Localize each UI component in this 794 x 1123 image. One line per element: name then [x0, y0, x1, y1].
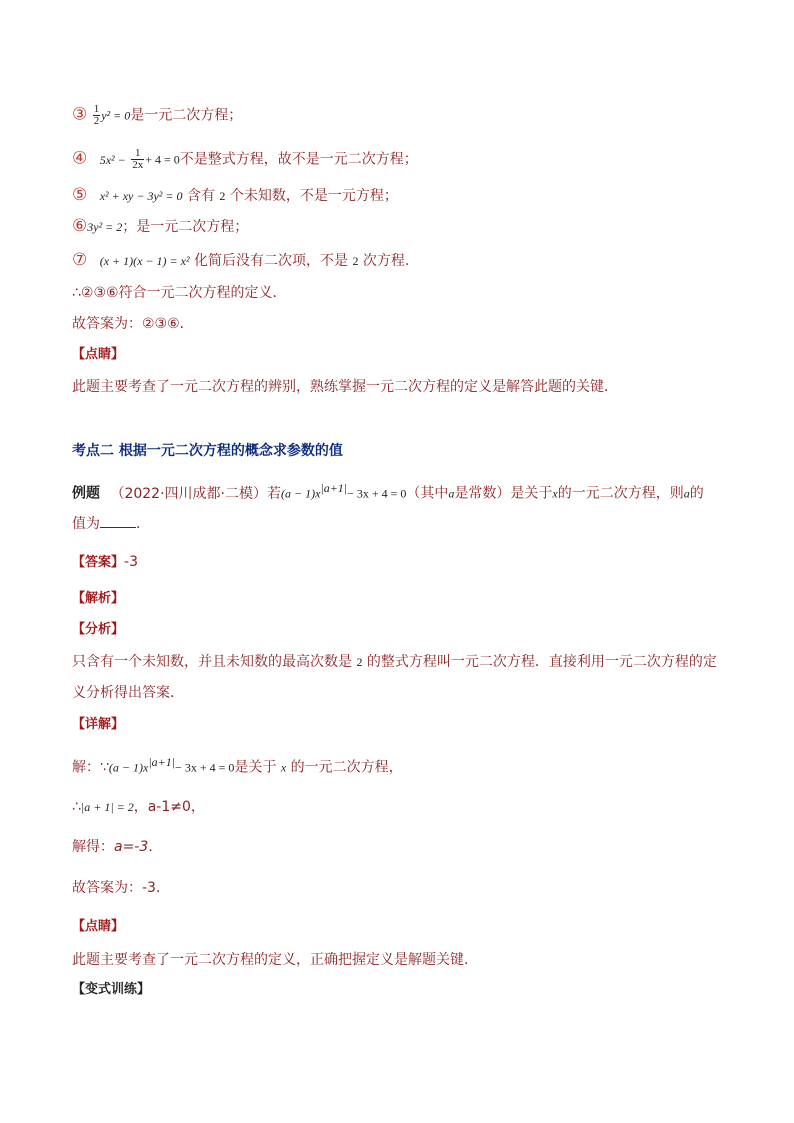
sol-1-expr: (a − 1)x: [108, 760, 149, 775]
dianjing-2-label: 【点睛】: [72, 919, 125, 934]
example-text-a: （其中: [406, 485, 449, 502]
answer-1: 故答案为：②③⑥．: [72, 316, 194, 332]
item-4: [72, 148, 418, 171]
example-text-d: 的: [689, 485, 704, 502]
item-3: [72, 104, 242, 127]
answer-line: [72, 552, 138, 573]
item-5: [72, 185, 398, 206]
fenxi-line-1: [72, 652, 717, 672]
example-var-a2: a: [683, 486, 690, 501]
xiangjie-label: 【详解】: [72, 717, 125, 732]
example-text-b: 是常数）是关于: [454, 485, 553, 502]
dianjing-2-text: 此题主要考查了一元二次方程的定义，正确把握定义是解题关键．: [72, 952, 478, 968]
answer-blank: [100, 515, 136, 528]
item-3-marker: ③: [72, 104, 88, 125]
conclusion: ∴②③⑥符合一元二次方程的定义．: [72, 285, 287, 301]
item-7-text-b: 次方程.: [362, 253, 410, 269]
answer-label: 【答案】: [72, 555, 125, 570]
example-var-x: x: [552, 486, 558, 501]
item-7-text-a: 化简后没有二次项，不是: [194, 253, 349, 269]
item-5-num: 2: [219, 189, 226, 203]
sol-2-expr: |a + 1| = 2: [80, 800, 134, 814]
sol-1-x: x: [280, 760, 287, 775]
sol-1-c: 的一元二次方程，: [290, 759, 403, 776]
sol-1-exponent: |a+1|: [148, 755, 176, 769]
item-7: [72, 250, 409, 271]
dianjing-1-label: 【点睛】: [72, 347, 125, 362]
item-5-text-a: 含有: [186, 188, 215, 204]
item-3-expr: y² = 0: [101, 108, 131, 123]
item-3-text: 是一元二次方程；: [130, 107, 243, 124]
example-line-1: [72, 478, 704, 504]
example-expr: (a − 1)x: [280, 486, 321, 501]
item-6-expr: 3y² = 2: [87, 220, 123, 234]
fenxi-line-2: 义分析得出答案．: [72, 685, 184, 701]
answer-2: 故答案为：-3．: [72, 880, 170, 896]
fenxi-label: 【分析】: [72, 622, 125, 637]
example-label: 例题: [72, 485, 100, 502]
item-4-expr-tail: + 4 = 0: [145, 152, 180, 167]
sol-2-a: ∴: [72, 799, 81, 815]
item-7-num: 2: [352, 254, 359, 268]
answer-value: -3: [124, 554, 138, 570]
example-line-2: 值为 ．: [72, 516, 150, 532]
sol-1-b: 是关于: [234, 759, 277, 776]
jiexi-label: 【解析】: [72, 591, 125, 606]
fenxi-line-1a: 只含有一个未知数，并且未知数的最高次数是: [72, 654, 352, 670]
fraction-half: $\frac{1}{2}$: [93, 103, 100, 127]
item-7-expr: (x + 1)(x − 1) = x²: [99, 254, 190, 268]
section-title: 考点二 根据一元二次方程的概念求参数的值: [72, 443, 343, 459]
item-5-text-b: 个未知数，不是一元方程；: [229, 188, 398, 204]
sol-3-b: a=-3．: [114, 839, 163, 855]
item-4-marker: ④: [72, 148, 88, 169]
sol-2-b: ，a-1≠0，: [133, 799, 205, 815]
item-6-text: ；是一元二次方程；: [122, 219, 249, 235]
fenxi-num: 2: [356, 655, 363, 669]
item-4-expr-head: 5x² −: [99, 152, 126, 167]
item-6-marker: ⑥: [72, 216, 88, 236]
solution-line-2: [72, 797, 205, 817]
example-var-a: a: [448, 486, 455, 501]
solution-line-1: [72, 752, 403, 778]
item-5-expr: x² + xy − 3y² = 0: [99, 189, 183, 203]
sol-3-a: 解得：: [72, 839, 114, 855]
example-line-2-text: 值为: [72, 516, 100, 532]
item-4-text: 不是整式方程，故不是一元二次方程；: [179, 151, 418, 168]
dianjing-1-text: 此题主要考查了一元二次方程的辨别，熟练掌握一元二次方程的定义是解答此题的关键．: [72, 379, 618, 395]
example-text-c: 的一元二次方程，则: [557, 485, 684, 502]
example-source: （2022·四川成都·二模）若: [110, 485, 281, 502]
bianshi-label: 【变式训练】: [72, 982, 151, 997]
fenxi-line-1b: 的整式方程叫一元二次方程．直接利用一元二次方程的定: [366, 654, 717, 670]
item-7-marker: ⑦: [72, 250, 88, 270]
item-5-marker: ⑤: [72, 185, 88, 205]
example-exponent: |a+1|: [320, 481, 348, 495]
example-expr-tail: − 3x + 4 = 0: [347, 486, 407, 501]
sol-1-tail: − 3x + 4 = 0: [175, 760, 235, 775]
fraction-one-over-2x: $\frac{1}{2x}$: [132, 147, 144, 171]
sol-1-a: 解：∵: [72, 759, 109, 776]
item-6: [72, 216, 248, 237]
solution-line-3: [72, 837, 162, 857]
